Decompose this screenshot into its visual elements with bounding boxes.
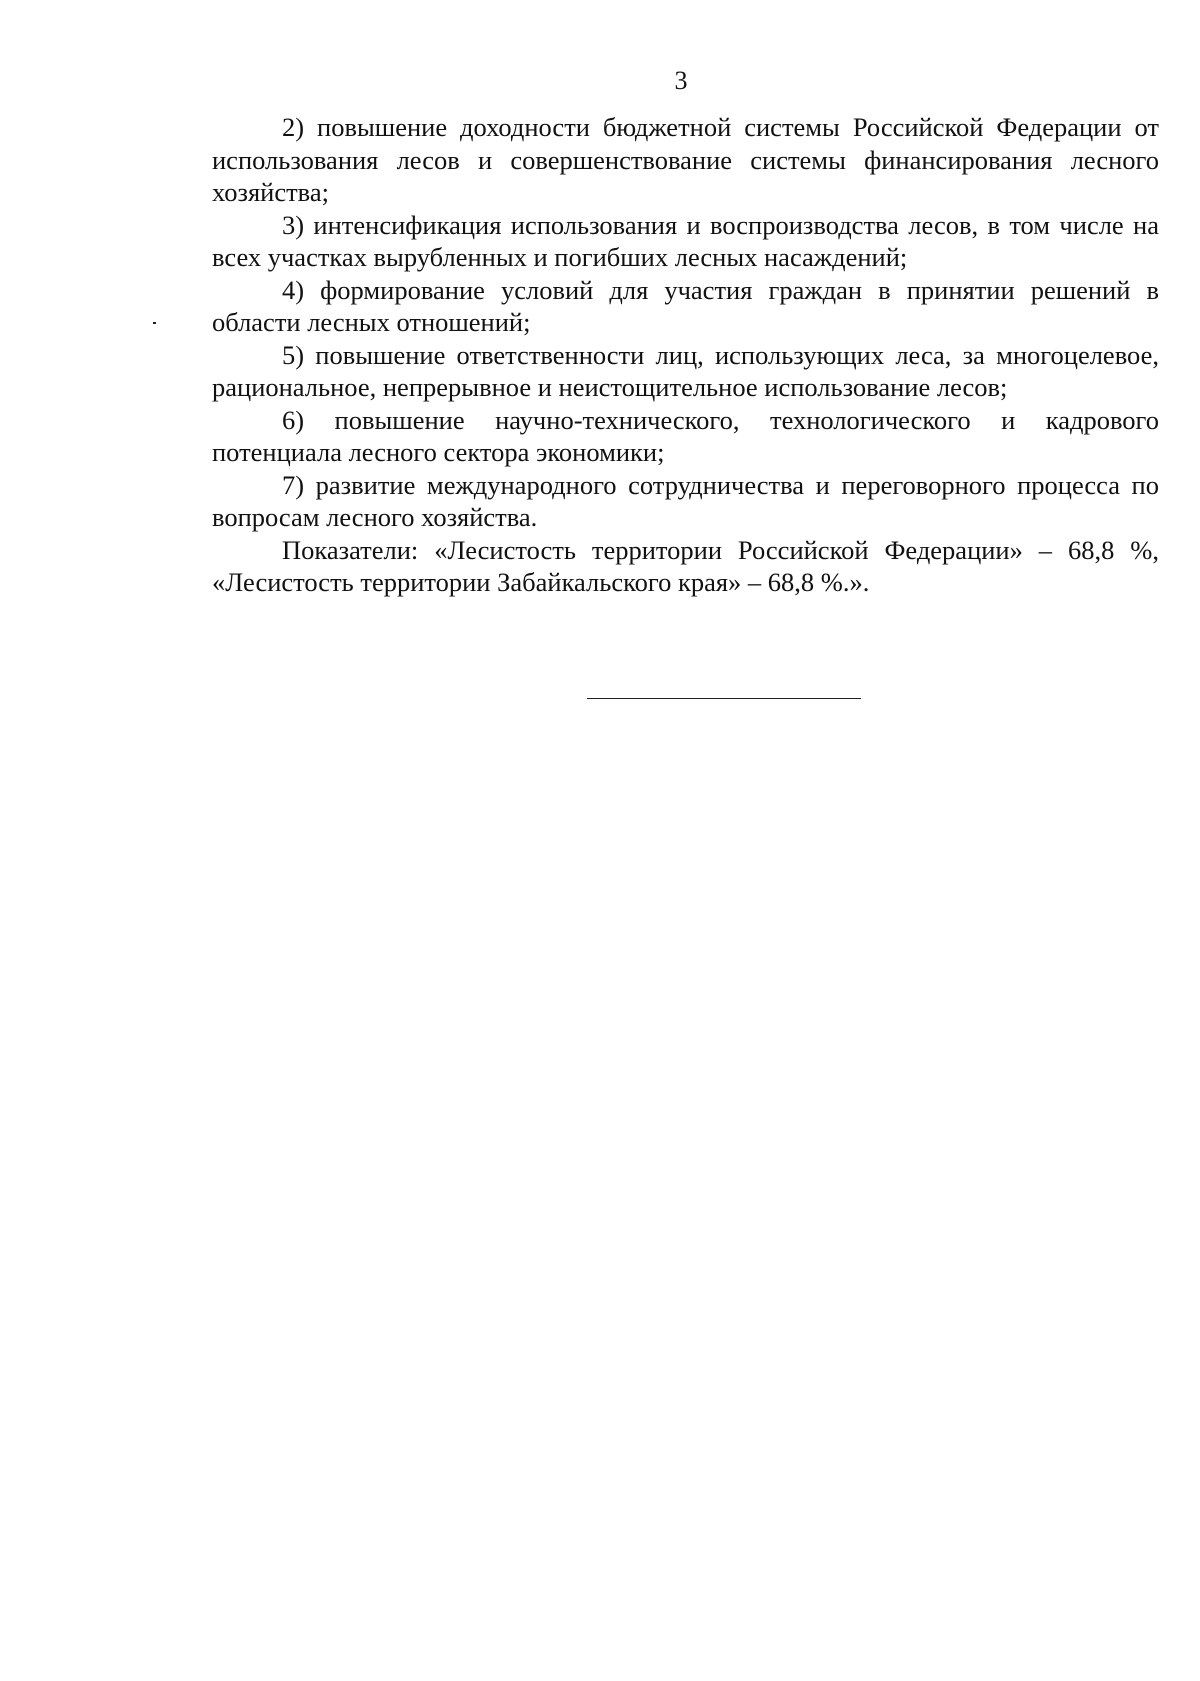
paragraph-item-2: 2) повышение доходности бюджетной системы Российской Федерации от использования лесов и совершенствование системы финансирования лесного хозяйства;	[212, 112, 1159, 207]
paragraph-item-4: 4) формирование условий для участия граждан в принятии решений в области лесных отношений;	[212, 274, 1159, 337]
paragraph-item-6: 6) повышение научно-технического, технологического и кадрового потенциала лесного сектора экономики;	[212, 404, 1159, 467]
paragraph-item-7: 7) развитие международного сотрудничества и переговорного процесса по вопросам лесного хозяйства.	[212, 469, 1159, 532]
document-body	[212, 111, 1159, 599]
paragraph-item-3: 3) интенсификация использования и воспроизводства лесов, в том числе на всех участках вырубленных и погибших лесных насаждений;	[212, 209, 1159, 272]
page-number: 3	[674, 66, 688, 95]
paragraph-item-5: 5) повышение ответственности лиц, использующих леса, за многоцелевое, рациональное, непрерывное и неистощительное использование лесов;	[212, 339, 1159, 402]
indicators-paragraph: Показатели: «Лесистость территории Российской Федерации» – 68,8 %, «Лесистость территории Забайкальского края» – 68,8 %.».	[212, 534, 1159, 597]
end-divider	[587, 698, 861, 699]
margin-mark	[153, 322, 156, 324]
